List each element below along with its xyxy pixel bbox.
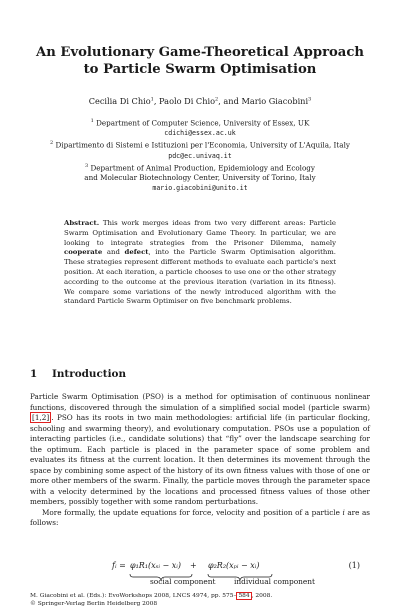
citation-link[interactable]: [1,2] xyxy=(32,413,50,422)
social-component-label: social component xyxy=(150,577,216,586)
authors-line: Cecilia Di Chio$^1$, Paolo Di Chio$^2$, and Mario Giacobini$^3$ xyxy=(88,96,312,106)
affiliation-3: $^3$ Department of Animal Production, Epidemiology and Ecology xyxy=(85,162,315,173)
affiliation-2-email: pdc@ec.univaq.it xyxy=(168,151,232,160)
paragraph-1: Particle Swarm Optimisation (PSO) is a method for optimisation of continuous nonlinear functions, discovered through the simulation of a simplified social model (particle swarm) [1,2] . PSO has its roots in two main methodologies: artificial life (in particular flocking, schooling and swarming theory), and evolutionary computation. PSOs use a population of interacting particles (i.e., candidate solutions) that “fly” over the landscape searching for the optimum. Each particle is placed in the parameter space of some problem and evaluates its fitness at the current location. It then determines its movement through the space by combining some aspect of the history of its own fitness values with those of one or more other members of the swarm. Finally, the particle moves through the parameter space with a velocity determined by the locations and processed fitness values of those other members, possibly together with some random perturbations. xyxy=(30,392,370,506)
affiliations xyxy=(20,116,380,193)
equation-number: (1) xyxy=(348,561,360,570)
abstract-label: Abstract. xyxy=(64,219,100,227)
individual-component-label: individual component xyxy=(234,577,316,586)
affiliation-3-email: mario.giacobini@unito.it xyxy=(152,184,248,193)
paragraph-2: More formally, the update equations for force, velocity and position of a particle i are as follows: xyxy=(30,507,370,527)
abstract: Abstract. This work merges ideas from two very different areas: Particle Swarm Optimisation and Evolutionary Game Theory. In particular, we are looking to integrate strategies from the Prisoner Dilemma, namely cooperate and defect, into the Particle Swarm Optimisation algorithm. These strategies represent different methods to evaluate each particle's next position. At each iteration, a particle chooses to use one or the other strategy according to the outcome at the previous iteration (variation in its fitness). We compare some variations of the newly introduced algorithm with the standard Particle Swarm Optimiser on five benchmark problems. xyxy=(64,219,336,306)
equation-1: fᵢ = φ₁R₁(xₛᵢ − xᵢ) + φ₂R₂(xₚᵢ − xᵢ) social component individual component (1) xyxy=(30,558,370,588)
footer xyxy=(30,592,272,608)
section-heading-introduction: 1 Introduction xyxy=(30,368,126,380)
affiliation-1-email: cdichi@essex.ac.uk xyxy=(164,129,236,138)
affiliation-1: $^1$ Department of Computer Science, University of Essex, UK xyxy=(90,118,310,128)
affiliation-2: $^2$ Dipartimento di Sistemi e Istituzioni per l'Economia, University of L'Aquila, Italy xyxy=(50,140,350,150)
footer-copyright: © Springer-Verlag Berlin Heidelberg 2008 xyxy=(30,601,158,607)
page-link[interactable]: 584 xyxy=(238,593,250,599)
affiliation-3-line2: and Molecular Biotechnology Center, University of Torino, Italy xyxy=(84,173,316,183)
paper-title: An Evolutionary Game-Theoretical Approach to Particle Swarm Optimisation xyxy=(36,45,364,77)
footer-citation: M. Giacobini et al. (Eds.): EvoWorkshops 2008, LNCS 4974, pp. 575– 584 , 2008. xyxy=(30,593,273,599)
introduction-body xyxy=(30,392,370,529)
